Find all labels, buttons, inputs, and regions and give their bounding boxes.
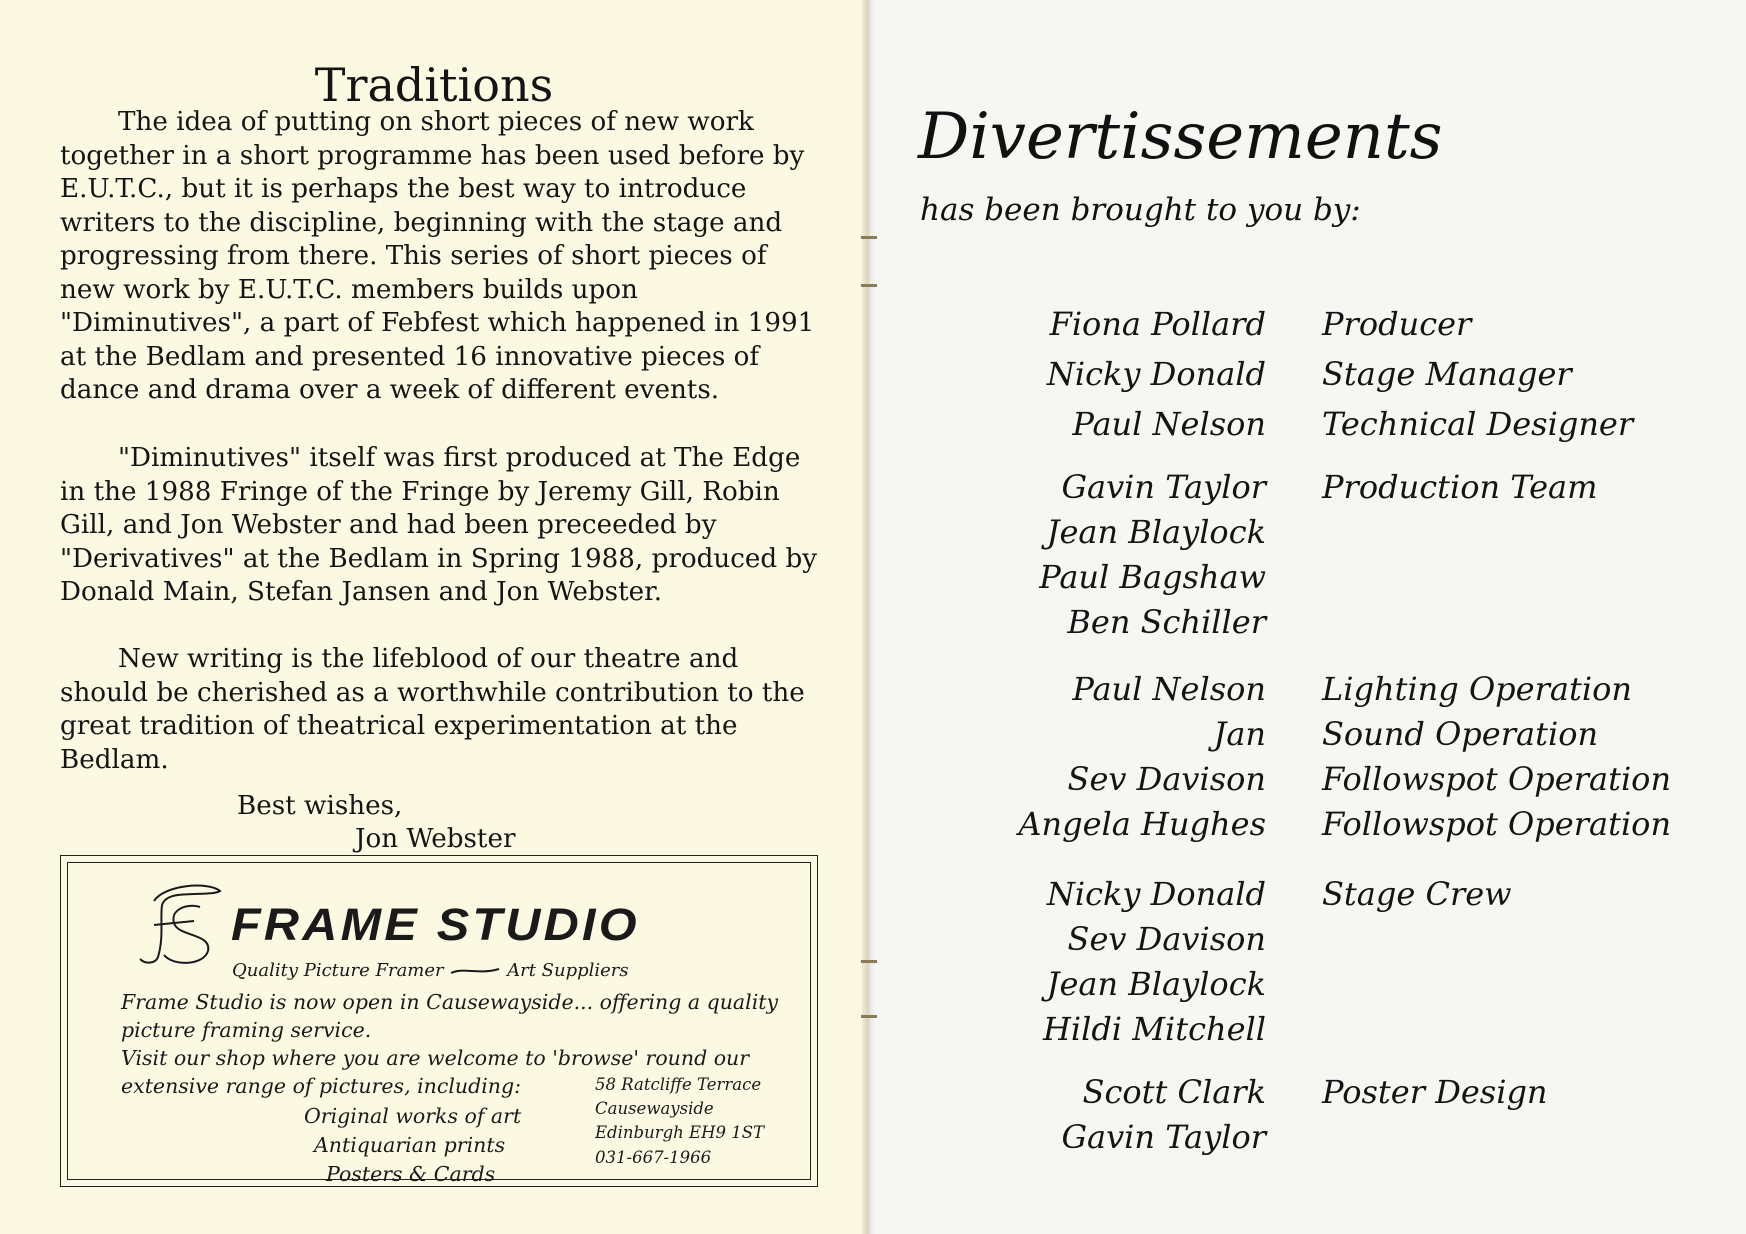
staple xyxy=(861,960,877,963)
advert-address-line: 58 Ratcliffe Terrace xyxy=(595,1075,762,1094)
credit-name: Ben Schiller xyxy=(1067,603,1266,641)
divertissements-subtitle: has been brought to you by: xyxy=(920,192,1361,228)
sign-off xyxy=(237,790,515,856)
advert-address-line: Causewayside xyxy=(595,1099,714,1118)
credit-name: Angela Hughes xyxy=(1018,805,1266,843)
credit-name: Jean Blaylock xyxy=(1046,965,1266,1003)
advert-item: Posters & Cards xyxy=(326,1162,496,1186)
advert-phone: 031-667-1966 xyxy=(595,1148,712,1167)
credit-name: Paul Bagshaw xyxy=(1039,558,1266,596)
credit-name: Sev Davison xyxy=(1067,760,1266,798)
credit-name: Jan xyxy=(1213,715,1266,753)
credit-role: Technical Designer xyxy=(1322,405,1634,443)
advert-item: Antiquarian prints xyxy=(314,1133,506,1157)
advert-item: Original works of art xyxy=(304,1104,522,1128)
credit-role: Poster Design xyxy=(1322,1073,1548,1111)
credit-name: Nicky Donald xyxy=(1046,355,1266,393)
credit-name: Paul Nelson xyxy=(1072,405,1266,443)
credit-role: Stage Crew xyxy=(1322,875,1512,913)
advert-tagline-left: Quality Picture Framer xyxy=(232,960,444,981)
credit-role: Stage Manager xyxy=(1322,355,1572,393)
credit-name: Gavin Taylor xyxy=(1061,1118,1266,1156)
credit-role: Lighting Operation xyxy=(1322,670,1632,708)
paragraph-3 xyxy=(60,643,820,777)
signature-text: Jon Webster xyxy=(355,824,516,854)
spine-fold xyxy=(862,0,876,1234)
staple xyxy=(861,1015,877,1018)
paragraph-1 xyxy=(60,106,820,408)
advert-line-2: picture framing service. xyxy=(121,1018,372,1042)
left-page xyxy=(0,0,868,1234)
closing-text: Best wishes, xyxy=(237,791,403,821)
swoosh-icon xyxy=(449,965,501,977)
right-page xyxy=(868,0,1746,1234)
divertissements-title: Divertissements xyxy=(918,100,1443,174)
staple xyxy=(861,236,877,239)
credit-name: Gavin Taylor xyxy=(1061,468,1266,506)
advert-address-line: Edinburgh EH9 1ST xyxy=(595,1123,765,1142)
credit-role: Followspot Operation xyxy=(1322,760,1672,798)
advert-line-1: Frame Studio is now open in Causewayside... offering a quality xyxy=(121,990,779,1014)
paragraph-2-text: "Diminutives" itself was first produced at The Edge in the 1988 Fringe of the Fringe by Jeremy Gill, Robin Gill, and Jon Webster and had been preceeded by "Derivatives" at the Bedlam in Spring 1988, produced by Donald Main, Stefan Jansen and Jon Webster. xyxy=(60,443,818,607)
credit-role: Production Team xyxy=(1322,468,1598,506)
advert-line-4: extensive range of pictures, including: xyxy=(121,1074,522,1098)
credit-role: Sound Operation xyxy=(1322,715,1599,753)
advert-tagline-right: Art Suppliers xyxy=(507,960,629,981)
staple xyxy=(861,284,877,287)
credit-name: Fiona Pollard xyxy=(1049,305,1266,343)
paragraph-1-text: The idea of putting on short pieces of new work together in a short programme has been used before by E.U.T.C., but it is perhaps the best way to introduce writers to the discipline, beginning with the stage and progressing from there. This series of short pieces of new work by E.U.T.C. members builds upon "Diminutives", a part of Febfest which happened in 1991 at the Bedlam and presented 16 innovative pieces of dance and drama over a week of different events. xyxy=(60,107,815,405)
advert-tagline xyxy=(232,960,629,981)
credit-name: Jean Blaylock xyxy=(1046,513,1266,551)
credit-role: Followspot Operation xyxy=(1322,805,1672,843)
advert-inner-border xyxy=(67,862,811,1186)
credit-name: Nicky Donald xyxy=(1046,875,1266,913)
credit-name: Sev Davison xyxy=(1067,920,1266,958)
paragraph-3-text: New writing is the lifeblood of our theatre and should be cherished as a worthwhile contribution to the great tradition of theatrical experimentation at the Bedlam. xyxy=(60,644,805,775)
frame-studio-logo-icon xyxy=(134,879,230,971)
advert-line-3: Visit our shop where you are welcome to 'browse' round our xyxy=(121,1046,750,1070)
advert-business-name: FRAME STUDIO xyxy=(231,899,640,950)
traditions-title: Traditions xyxy=(314,58,554,112)
credit-name: Hildi Mitchell xyxy=(1042,1010,1266,1048)
frame-studio-advert xyxy=(60,855,818,1187)
credit-role: Producer xyxy=(1322,305,1472,343)
credit-name: Paul Nelson xyxy=(1072,670,1266,708)
paragraph-2 xyxy=(60,442,820,610)
credit-name: Scott Clark xyxy=(1082,1073,1266,1111)
